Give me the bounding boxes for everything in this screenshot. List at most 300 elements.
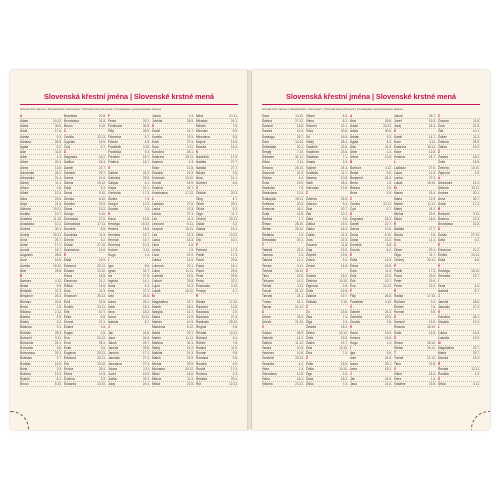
name-text: Ľubor	[152, 268, 161, 273]
name-text: Mojmír	[196, 139, 206, 144]
name-text: Richard	[394, 299, 405, 304]
name-text: Ernest	[64, 320, 74, 325]
name-day-date: 10.1.	[340, 211, 348, 216]
name-text: Sára	[262, 139, 269, 144]
name-day-date: 8.12.	[186, 325, 194, 330]
name-text: Dominik	[350, 242, 362, 247]
name-text: Lujza	[152, 284, 160, 289]
name-day-date	[479, 294, 480, 298]
name-text: Kamil	[394, 134, 402, 139]
name-day-date: 7.4.	[342, 382, 348, 387]
name-text: Klaudia	[152, 170, 163, 175]
name-text: Jaroslav	[108, 356, 120, 361]
name-day-date	[391, 253, 392, 257]
name-row	[108, 382, 150, 387]
name-text: Cyril	[350, 206, 357, 211]
name-day-date: 24.4.	[428, 124, 436, 129]
name-text: Lukáš	[394, 181, 403, 186]
name-text: Dionýz	[64, 211, 74, 216]
name-day-date: 25.4.	[428, 191, 436, 196]
name-day-date: 19.3.	[186, 170, 194, 175]
name-text: Kazimír	[152, 160, 163, 165]
name-text: Leonard	[152, 222, 164, 227]
name-day-date	[391, 305, 392, 309]
name-day-date: 22.8.	[428, 361, 436, 366]
name-text: Radka	[196, 299, 206, 304]
name-day-date: 29.6.	[230, 273, 238, 278]
name-day-date: 25.4.	[98, 366, 106, 371]
name-day-date: 6.10.	[54, 382, 62, 387]
name-day-date: 15.3.	[186, 284, 194, 289]
name-column	[350, 114, 392, 418]
name-text: Róbert	[394, 304, 404, 309]
name-day-date: 21.11.	[229, 114, 238, 118]
name-day-date: 10.6.	[384, 227, 392, 232]
name-day-date: 1.4.	[144, 253, 150, 258]
name-column	[438, 114, 480, 418]
name-day-date: 24.6.	[142, 294, 150, 299]
name-day-date: 16.10.	[471, 268, 480, 273]
name-day-date: 29.9.	[428, 211, 436, 216]
name-day-date: 27.4.	[186, 139, 194, 144]
name-text: Silvester	[262, 155, 275, 160]
name-column	[20, 114, 62, 418]
name-day-date: 14.5.	[54, 361, 62, 366]
name-day-date: 12.1.	[296, 258, 304, 263]
name-text: Vladimír	[306, 144, 318, 149]
name-text: Bohumila	[20, 340, 34, 345]
name-day-date: 30.6.	[384, 129, 392, 134]
name-day-date: 29.9.	[186, 361, 194, 366]
name-text: Jarmila	[108, 346, 119, 351]
name-day-date: 20.3.	[296, 201, 304, 206]
name-text: Iveta	[108, 304, 115, 309]
name-day-date: 10.7.	[98, 309, 106, 314]
name-day-date	[391, 325, 392, 329]
name-day-date: 4.11.	[429, 139, 436, 144]
name-day-date: 1.5.	[56, 304, 62, 309]
name-text: Zlatko	[306, 227, 315, 232]
name-day-date: 31.5.	[186, 134, 194, 139]
name-text: Eleonóra	[64, 279, 77, 283]
name-day-date: 23.5.	[340, 150, 348, 155]
name-text: Pavol	[394, 273, 402, 278]
name-text: Tomáš	[262, 289, 272, 294]
book-spread	[10, 70, 490, 430]
name-day-date: 7.9.	[232, 124, 238, 129]
name-day-date: 13.10.	[185, 175, 194, 180]
name-text: T	[262, 242, 264, 247]
name-text: Amália	[20, 211, 30, 216]
name-text: Eleonóra	[438, 248, 451, 253]
name-day-date: 21.3.	[296, 170, 304, 175]
name-day-date: 3.8.	[56, 346, 62, 351]
name-day-date: 27.6.	[98, 217, 106, 222]
name-text: Želmír	[306, 330, 316, 335]
name-text: Sebastián	[262, 144, 277, 149]
name-text: Flórián	[108, 139, 118, 144]
name-day-date: 22.3.	[472, 124, 480, 129]
name-day-date	[435, 243, 436, 247]
name-day-date: 28.1.	[472, 315, 480, 320]
name-text: Ema	[64, 289, 71, 294]
name-day-date: 6.6.	[474, 258, 480, 263]
name-day-date: 24.11.	[97, 304, 106, 309]
name-text: Hugo	[108, 253, 116, 258]
name-text: Z	[306, 191, 308, 196]
name-text: Bohuslava	[20, 351, 35, 356]
name-text: Libor	[152, 242, 160, 247]
name-day-date: 10.4.	[142, 242, 150, 247]
name-day-date: 20.11.	[97, 263, 106, 268]
name-text: Dušan	[438, 232, 448, 237]
name-day-date: 19.7.	[340, 294, 348, 299]
name-text: Štefánia	[262, 232, 274, 237]
name-text: B	[350, 160, 353, 165]
name-day-date: 3.11.	[143, 248, 150, 253]
name-text: Milan	[152, 371, 160, 376]
name-text: Bystrík	[20, 376, 30, 381]
name-day-date: 11.3.	[473, 134, 480, 139]
name-day-date: 2.8.	[144, 206, 150, 211]
name-day-date: 2.12.	[54, 309, 62, 314]
name-day-date: 28.8.	[54, 253, 62, 258]
name-text: R	[196, 294, 199, 299]
name-text: Dominik	[64, 227, 76, 232]
name-day-date	[435, 351, 436, 355]
name-day-date: 13.10.	[97, 268, 106, 273]
name-text: Miloslav	[196, 119, 208, 124]
name-text: Boleslav	[20, 356, 33, 361]
name-day-date: 26.5.	[384, 294, 392, 299]
left-name-columns	[20, 114, 238, 418]
name-day-date: 27.10.	[471, 232, 480, 237]
name-text: Natália	[196, 160, 206, 165]
name-text: Matej	[152, 346, 160, 351]
name-text: Zdeno	[306, 258, 316, 263]
name-day-date: 15.6.	[340, 134, 348, 139]
name-text: Tichomír	[262, 279, 275, 283]
name-text: C	[350, 196, 353, 201]
name-text: I	[108, 258, 109, 263]
name-text: Želmíra	[306, 279, 317, 283]
name-day-date: 9.10.	[98, 211, 106, 216]
name-day-date: 1.7.	[298, 217, 304, 222]
name-text: Žo	[306, 309, 310, 314]
name-day-date: 22.1.	[340, 124, 348, 129]
name-day-date: 11.10.	[53, 217, 62, 222]
name-day-date: 14.3.	[186, 351, 194, 356]
name-text: Adolf	[20, 129, 28, 134]
name-day-date: 27.3.	[428, 175, 436, 180]
name-day-date	[391, 212, 392, 216]
name-text: I	[438, 279, 439, 283]
name-day-date: 18.2.	[142, 309, 150, 314]
name-text: Miloš	[196, 114, 204, 118]
name-text: Kristína	[152, 186, 163, 191]
name-text: Nina	[196, 175, 203, 180]
name-day-date: 9.11.	[55, 335, 62, 340]
name-day-date: 10.2.	[54, 222, 62, 227]
name-text: Aurel	[20, 258, 28, 263]
name-day-date: 2.5.	[386, 186, 392, 191]
name-text: N	[394, 222, 397, 227]
right-page-subtitle: Slovak first names | Slowakische Vornamen | Szlovák keresztnevek | Словацкие христианские имена	[262, 107, 403, 111]
name-text: Martin	[152, 335, 161, 340]
name-day-date: 9.4.	[342, 201, 348, 206]
name-day-date: 13.4.	[54, 191, 62, 196]
name-day-date: 17.10.	[229, 299, 238, 304]
name-text: Oliver	[196, 201, 205, 206]
name-text: Zlatica	[438, 144, 448, 149]
name-text: Svetlana	[262, 201, 275, 206]
name-text: Jurina	[152, 114, 161, 118]
name-text: Hermína	[108, 242, 121, 247]
name-day-date: 6.6.	[100, 315, 106, 320]
name-day-date: 27.1.	[142, 289, 150, 294]
name-day-date: 12.4.	[296, 191, 304, 196]
name-day-date: 25.8.	[186, 279, 194, 283]
name-text: Gabriela	[108, 175, 121, 180]
name-text: Bernard	[20, 299, 32, 304]
name-day-date: 24.6.	[142, 330, 150, 335]
name-text: Živko	[306, 382, 314, 387]
name-text: Eduard	[64, 268, 75, 273]
name-day-date: 15.4.	[230, 144, 238, 149]
name-day-date: 17.3.	[428, 268, 436, 273]
name-text: Šimon	[262, 222, 272, 227]
name-text: Kamil	[152, 129, 160, 134]
name-text: Želmíra	[438, 165, 449, 170]
name-day-date	[105, 150, 106, 154]
name-day-date: 7.5.	[298, 186, 304, 191]
name-text: Tobiáš	[262, 284, 272, 289]
name-day-date: 17.10.	[427, 294, 436, 299]
name-day-date: 24.4.	[340, 165, 348, 170]
name-day-date: 20.1.	[296, 237, 304, 242]
name-text: Dagmara	[350, 217, 364, 222]
name-text: Vladimíra	[306, 150, 320, 155]
name-day-date: 1.9.	[188, 248, 194, 253]
name-text: Iveta	[350, 366, 357, 371]
name-text: Otília	[196, 232, 204, 237]
name-text: Simona	[394, 325, 405, 330]
name-text: Henrieta	[108, 232, 121, 237]
name-day-date: 11.12.	[295, 340, 304, 345]
name-text: Juraj	[394, 124, 401, 129]
name-day-date: 15.5.	[340, 361, 348, 366]
name-text: Valéria	[262, 340, 272, 345]
name-day-date	[435, 336, 436, 340]
name-day-date: 28.10.	[229, 320, 238, 325]
name-day-date	[435, 222, 436, 226]
name-text: Filoména	[108, 134, 122, 139]
name-text: Magdaléna	[438, 346, 454, 351]
name-text: Andrea	[20, 227, 31, 232]
name-day-date: 9.5.	[56, 284, 62, 289]
name-text: Milica	[152, 382, 161, 387]
name-row	[306, 382, 348, 387]
name-day-date: 21.3.	[54, 289, 62, 294]
name-text: Boris	[20, 366, 28, 371]
name-text: Ondrej	[394, 258, 404, 263]
name-text: Renáta	[438, 366, 449, 371]
name-day-date	[479, 176, 480, 180]
name-day-date	[149, 325, 150, 329]
name-day-date: 31.8.	[472, 222, 480, 227]
name-text: Urban	[262, 315, 271, 320]
name-day-date: 25.1.	[142, 119, 150, 124]
name-day-date: 24.6.	[384, 356, 392, 361]
name-day-date: 28.10.	[427, 325, 436, 330]
name-day-date	[479, 362, 480, 366]
name-day-date: 14.5.	[98, 371, 106, 376]
name-text: Sergej	[262, 150, 272, 155]
name-text: Frederik	[108, 155, 120, 160]
name-text: Dobroslav	[64, 217, 79, 222]
name-text: Boris	[350, 191, 358, 196]
name-text: M	[438, 340, 441, 345]
name-text: Jana	[350, 382, 357, 387]
name-day-date	[479, 264, 480, 268]
name-day-date: 24.12.	[383, 124, 392, 129]
name-day-date: 24.2.	[186, 346, 194, 351]
name-day-date: 15.5.	[428, 330, 436, 335]
name-text: Štefan	[262, 227, 272, 232]
name-day-date: 4.12.	[384, 165, 392, 170]
name-text: Samuel	[394, 320, 405, 325]
name-text: Sandra	[262, 129, 273, 134]
name-text: P	[394, 263, 397, 268]
name-text: Alfréd	[20, 191, 29, 196]
name-day-date: 17.1.	[142, 351, 150, 356]
name-day-date	[193, 124, 194, 128]
name-day-date: 12.8.	[296, 371, 304, 376]
name-day-date	[391, 114, 392, 118]
name-text: Cecília	[64, 134, 74, 139]
name-day-date: 18.2.	[384, 217, 392, 222]
name-day-date: 6.11.	[187, 222, 194, 227]
name-day-date: 12.8.	[186, 165, 194, 170]
name-day-date: 29.1.	[428, 248, 436, 253]
name-text: Marta	[438, 351, 447, 356]
name-day-date: 18.4.	[428, 371, 436, 376]
name-text: Renáta	[196, 330, 207, 335]
name-day-date: 17.3.	[230, 253, 238, 258]
name-row	[438, 382, 480, 387]
name-text: Helena	[108, 227, 119, 232]
name-day-date: 14.6.	[340, 263, 348, 268]
name-text: A	[350, 114, 353, 118]
name-text: Jozef	[108, 371, 116, 376]
name-day-date: 25.9.	[340, 196, 348, 201]
name-text: Šimon	[394, 340, 404, 345]
name-text: Elena	[64, 273, 73, 278]
name-text: Klára	[152, 165, 160, 170]
name-day-date: 29.1.	[230, 201, 238, 206]
name-text: Cecília	[350, 201, 360, 206]
name-text: Kamila	[152, 134, 162, 139]
name-text: Regína	[196, 325, 207, 330]
name-text: Žofia	[306, 335, 314, 340]
name-day-date: 10.10.	[339, 366, 348, 371]
name-day-date: 15.9.	[186, 273, 194, 278]
name-day-date: 20.1.	[296, 144, 304, 149]
name-text: Gregor	[108, 201, 118, 206]
name-day-date	[105, 129, 106, 133]
name-text: Tadeáš	[262, 248, 273, 253]
name-day-date	[237, 294, 238, 298]
name-text: Veronika	[262, 361, 275, 366]
name-day-date: 6.1.	[144, 181, 150, 186]
name-text: Zlatica	[306, 222, 316, 227]
name-day-date: 18.8.	[384, 263, 392, 268]
name-day-date	[479, 207, 480, 211]
name-text: Žigmund	[438, 170, 451, 175]
name-text: Olga	[196, 211, 203, 216]
name-day-date: 29.1.	[142, 376, 150, 381]
name-day-date: 11.4.	[187, 217, 194, 222]
name-text: Hedviga	[438, 268, 450, 273]
name-day-date: 23.5.	[428, 382, 436, 387]
name-text: Ida	[108, 273, 113, 278]
name-text: Jaroslav	[438, 304, 450, 309]
name-day-date: 19.2.	[186, 253, 194, 258]
right-page-header	[252, 92, 490, 111]
name-text: Alexander	[20, 170, 35, 175]
name-text: Sabína	[262, 119, 273, 124]
name-text: Klára	[394, 150, 402, 155]
name-day-date: 28.9.	[296, 330, 304, 335]
name-text: Darina	[350, 227, 360, 232]
name-day-date: 20.10.	[295, 356, 304, 361]
name-day-date: 17.12.	[185, 191, 194, 196]
name-day-date: 4.4.	[298, 175, 304, 180]
name-day-date: 19.11.	[53, 206, 62, 211]
name-text: G	[350, 304, 353, 309]
name-day-date: 6.4.	[144, 284, 150, 289]
name-text: Vojtech	[306, 165, 317, 170]
name-text: Radomír	[196, 304, 209, 309]
name-text: Otakar	[196, 227, 206, 232]
name-text: Žaklína	[306, 294, 317, 299]
name-day-date: 9.10.	[384, 232, 392, 237]
name-day-date: 30.6.	[340, 129, 348, 134]
name-day-date: 2.3.	[298, 253, 304, 258]
name-text: Oldrich	[196, 191, 207, 196]
name-text: Viliam	[306, 114, 315, 118]
name-day-date	[479, 227, 480, 231]
name-text: L	[438, 325, 440, 330]
name-day-date: 11.11.	[185, 335, 194, 340]
name-day-date: 30.5.	[142, 124, 150, 129]
name-text: Monika	[196, 144, 207, 149]
name-day-date: 3.2.	[100, 376, 106, 381]
name-day-date: 15.9.	[296, 181, 304, 186]
name-day-date: 17.11.	[97, 222, 106, 227]
name-day-date: 25.7.	[428, 114, 436, 118]
name-day-date: 9.8.	[232, 356, 238, 361]
name-day-date: 15.5.	[472, 160, 480, 165]
name-day-date: 2.11.	[297, 284, 304, 289]
name-day-date	[193, 294, 194, 298]
name-day-date: 5.6.	[144, 263, 150, 268]
name-text: Radka	[394, 294, 404, 299]
name-day-date	[435, 186, 436, 190]
name-text: Cyril	[64, 144, 71, 149]
name-text: Pravoslav	[196, 284, 210, 289]
name-text: Zina	[306, 206, 313, 211]
